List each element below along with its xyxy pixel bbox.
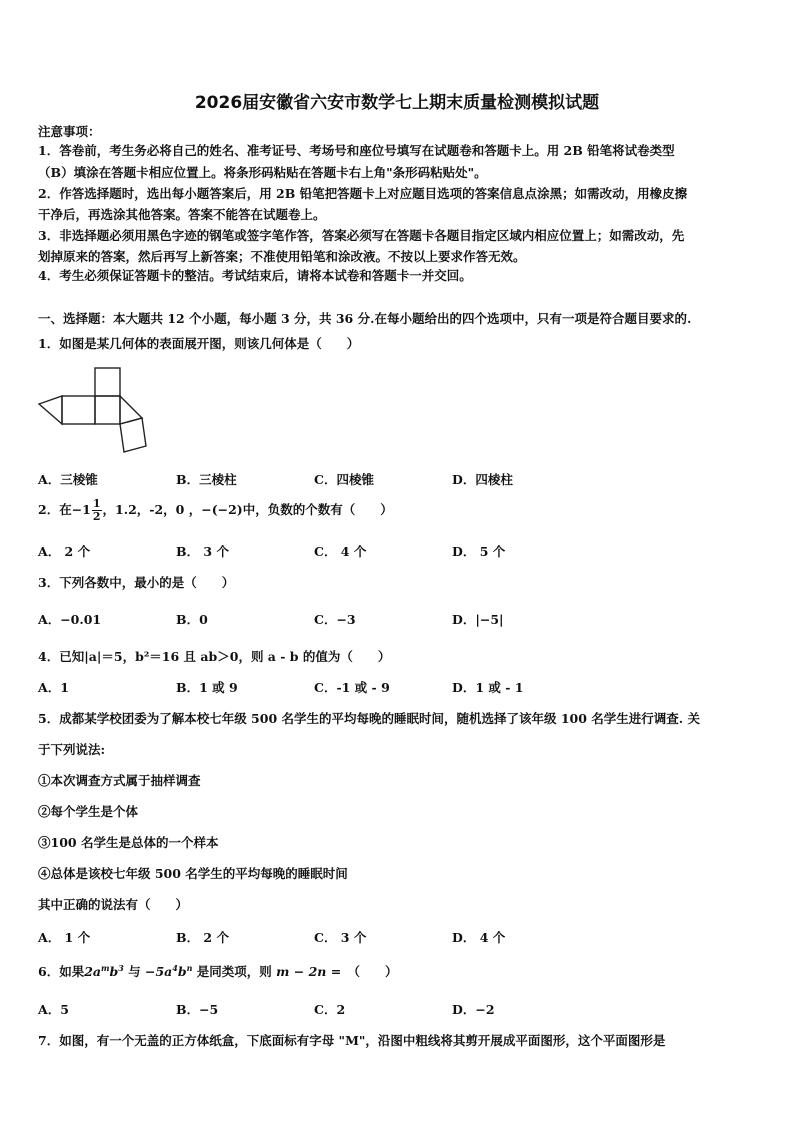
exponent: n <box>186 962 193 973</box>
question-6-stem <box>38 962 397 980</box>
statement-1: ①本次调查方式属于抽样调查 <box>38 773 201 788</box>
notice-line: 4．考生必须保证答题卡的整洁。考试结束后，请将本试卷和答题卡一并交回。 <box>38 268 472 283</box>
monomial-2 <box>145 964 192 979</box>
option-a[interactable]: A． 2 个 <box>38 544 91 559</box>
notice-line: 3．非选择题必须用黑色字迹的钢笔或签字笔作答，答案必须写在答题卡各题目指定区域内相应位置上；如需改动，先 <box>38 228 685 243</box>
option-c[interactable]: C． 4 个 <box>314 544 367 559</box>
option-d[interactable]: D．1 或 - 1 <box>452 680 524 695</box>
stem-text: ，1.2，-2，0 ， <box>102 502 202 517</box>
net-figure <box>36 366 148 454</box>
option-c[interactable]: C．-1 或 - 9 <box>314 680 390 695</box>
section-heading: 一、选择题：本大题共 12 个小题，每小题 3 分，共 36 分.在每小题给出的四个选项中，只有一项是符合题目要求的. <box>38 311 692 326</box>
stem-text: 与 <box>123 964 146 979</box>
option-c[interactable]: C．2 <box>314 1002 346 1017</box>
option-b[interactable]: B． 2 个 <box>176 930 229 945</box>
statement-3: ③100 名学生是总体的一个样本 <box>38 835 219 850</box>
exponent: 3 <box>118 962 124 973</box>
option-c[interactable]: C．−3 <box>314 612 356 627</box>
notice-line: 划掉原来的答案，然后再写上新答案；不准使用铅笔和涂改液。不按以上要求作答无效。 <box>38 249 526 264</box>
option-c[interactable]: C． 3 个 <box>314 930 367 945</box>
stem-text: 2．在 <box>38 502 72 517</box>
question-3-stem: 3．下列各数中，最小的是（ ） <box>38 575 235 590</box>
fraction-denominator: 2 <box>92 510 101 523</box>
question-4-stem: 4．已知|a|＝5，b²＝16 且 ab＞0，则 a - b 的值为（ ） <box>38 649 391 664</box>
mixed-number-whole: −1 <box>71 502 91 517</box>
statement-4: ④总体是该校七年级 500 名学生的平均每晚的睡眠时间 <box>38 866 348 881</box>
exponent: 4 <box>172 962 178 973</box>
option-d[interactable]: D．−2 <box>452 1002 495 1017</box>
expression: m − 2n = <box>276 964 342 979</box>
notice-line: 1．答卷前，考生务必将自己的姓名、准考证号、考场号和座位号填写在试题卷和答题卡上。用 2B 铅笔将试卷类型 <box>38 143 675 158</box>
stem-text: 6．如果 <box>38 964 85 979</box>
option-a[interactable]: A．三棱锥 <box>38 472 98 487</box>
page-title: 2026届安徽省六安市数学七上期末质量检测模拟试题 <box>194 93 600 113</box>
monomial-1-coef: 2a <box>84 964 101 979</box>
option-b[interactable]: B．1 或 9 <box>176 680 238 695</box>
question-5-ask: 其中正确的说法有（ ） <box>38 897 189 912</box>
fraction <box>92 498 102 523</box>
exponent: m <box>101 962 110 973</box>
notice-line: 干净后，再选涂其他答案。答案不能答在试题卷上。 <box>38 207 326 222</box>
fraction-numerator: 1 <box>92 497 101 510</box>
question-5-stem: 5．成都某学校团委为了解本校七年级 500 名学生的平均每晚的睡眠时间，随机选择了该年级 100 名学生进行调查. 关 <box>38 711 700 726</box>
question-1-stem: 1．如图是某几何体的表面展开图，则该几何体是（ ） <box>38 336 360 351</box>
option-b[interactable]: B．−5 <box>176 1002 219 1017</box>
option-a[interactable]: A．5 <box>38 1002 69 1017</box>
stem-text: 中，负数的个数有（ ） <box>242 502 393 517</box>
monomial-2-var: b <box>177 964 187 979</box>
monomial-1 <box>84 964 124 979</box>
option-a[interactable]: A．1 <box>38 680 69 695</box>
answer-bracket: （ ） <box>341 964 398 979</box>
question-5-stem: 于下列说法: <box>38 742 106 757</box>
monomial-1-var: b <box>109 964 119 979</box>
option-a[interactable]: A． 1 个 <box>38 930 91 945</box>
nested-expression: −(−2) <box>201 502 243 517</box>
stem-text: 是同类项，则 <box>192 964 277 979</box>
notice-line: （B）填涂在答题卡相应位置上。将条形码粘贴在答题卡右上角"条形码粘贴处"。 <box>38 165 487 180</box>
option-a[interactable]: A．−0.01 <box>38 612 102 627</box>
option-d[interactable]: D． 5 个 <box>452 544 506 559</box>
monomial-2-coef: −5a <box>145 964 173 979</box>
option-c[interactable]: C．四棱锥 <box>314 472 374 487</box>
question-2-stem <box>38 498 393 523</box>
option-b[interactable]: B．0 <box>176 612 208 627</box>
option-d[interactable]: D．四棱柱 <box>452 472 513 487</box>
option-d[interactable]: D．|−5| <box>452 612 504 627</box>
question-7-stem: 7．如图，有一个无盖的正方体纸盒，下底面标有字母 "M"，沿图中粗线将其剪开展成平面图形，这个平面图形是 <box>38 1033 666 1048</box>
option-b[interactable]: B． 3 个 <box>176 544 229 559</box>
statement-2: ②每个学生是个体 <box>38 804 139 819</box>
option-b[interactable]: B．三棱柱 <box>176 472 237 487</box>
notice-line: 2．作答选择题时，选出每小题答案后，用 2B 铅笔把答题卡上对应题目选项的答案信息点涂黑；如需改动，用橡皮擦 <box>38 186 688 201</box>
notice-heading: 注意事项： <box>38 124 101 139</box>
option-d[interactable]: D． 4 个 <box>452 930 506 945</box>
